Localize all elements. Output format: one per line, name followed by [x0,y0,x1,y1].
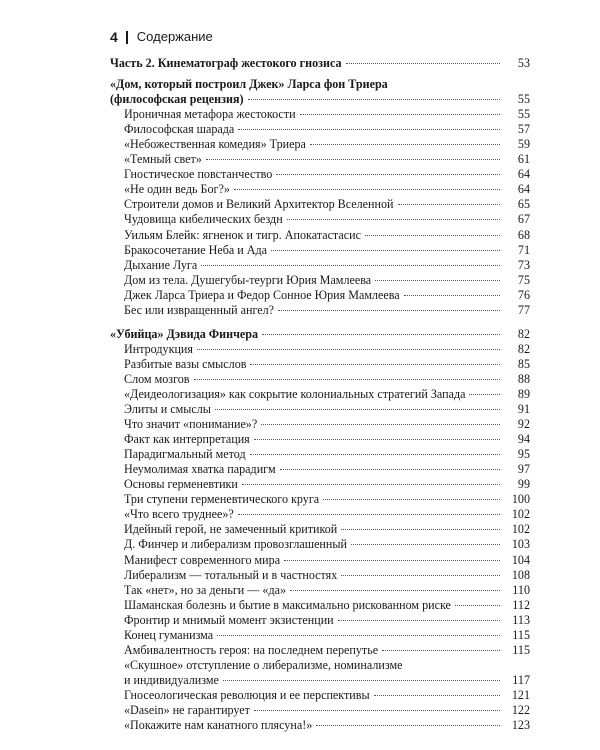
dot-leader [287,219,500,220]
dot-leader [404,295,500,296]
toc-part-title: Часть 2. Кинематограф жестокого гнозиса [110,56,342,70]
toc-entry-page: 102 [511,522,530,537]
dot-leader [455,605,500,606]
toc-entry [110,122,530,137]
toc-entry-page: 108 [511,567,530,582]
toc-entry [110,288,530,303]
dot-leader [197,349,500,350]
toc-entry-page: 95 [517,447,530,462]
dot-leader [215,409,500,410]
dot-leader [238,129,500,130]
toc-entry-page: 75 [517,272,530,287]
toc-entry-title: «Небожественная комедия» Триера [124,137,306,152]
toc-entry [110,477,530,492]
toc-entry-title: Бракосочетание Неба и Ада [124,242,268,257]
toc-entry-title: Неумолимая хватка парадигм [124,462,276,477]
toc-section2-tail-items [110,688,530,733]
toc-entry-page: 55 [517,107,530,122]
dot-leader [280,469,500,470]
toc-entry [110,462,530,477]
toc-entry-page: 117 [512,672,530,687]
dot-leader [250,364,500,365]
dot-leader [323,499,500,500]
toc-entry-title: «Покажите нам канатного плясуна!» [124,718,313,733]
toc-entry-page: 115 [512,642,530,657]
toc-entry-title: «Что всего труднее»? [124,507,234,522]
toc-part-entry [110,56,530,71]
toc-entry-title: Что значит «понимание»? [124,417,258,432]
toc-entry-page: 115 [512,627,530,642]
toc-entry-title: Строители домов и Великий Архитектор Вселенной [124,197,394,212]
dot-leader [217,635,500,636]
toc-entry [110,167,530,182]
toc-entry-page: 99 [517,477,530,492]
dot-leader [351,544,500,545]
toc-entry [110,197,530,212]
dot-leader [276,174,500,175]
toc-entry-title: Уильям Блейк: ягненок и тигр. Апокатастасис [124,227,361,242]
toc-entry-title: Амбивалентность героя: на последнем перепутье [124,642,379,657]
dot-leader [375,280,500,281]
toc-entry-page: 113 [512,612,530,627]
toc-section1-title-line1: «Дом, который построил Джек» Ларса фон Триера [110,77,388,92]
toc-entry-page: 59 [517,137,530,152]
toc-entry [110,628,530,643]
toc-entry [110,243,530,258]
toc-entry-title: Интродукция [124,341,193,356]
dot-leader [316,725,500,726]
toc-entry-page: 100 [511,492,530,507]
toc-entry-title: Философская шарада [124,122,235,137]
toc-entry-page: 77 [517,302,530,317]
toc-entry-page: 110 [512,582,530,597]
dot-leader [262,334,500,335]
toc-entry-continued: «Скушное» отступление о либерализме, номинализме [124,657,403,672]
toc-entry-title: Основы герменевтики [124,477,238,492]
toc-part-page: 53 [517,56,530,70]
toc-entry-title: Разбитые вазы смыслов [124,356,247,371]
toc-section2-title: «Убийца» Дэвида Финчера [110,326,259,341]
header-divider [126,31,128,44]
dot-leader [284,560,500,561]
toc-entry [110,432,530,447]
dot-leader [300,114,500,115]
toc-entry-title: Дом из тела. Душегубы-теурги Юрия Мамлеева [124,272,372,287]
toc-entry-title: Слом мозгов [124,371,190,386]
toc-entry-title: Чудовища кибелических бездн [124,212,283,227]
toc-entry-page: 85 [517,356,530,371]
toc-entry [110,228,530,243]
toc-entry [110,568,530,583]
toc-entry-page: 121 [511,687,530,702]
toc-entry [110,402,530,417]
header-title: Содержание [136,29,213,44]
toc-entry-title: Джек Ларса Триера и Федор Сонное Юрия Мамлеева [124,287,400,302]
toc-entry-title: Дыхание Луга [124,257,198,272]
toc-entry [110,583,530,598]
toc-entry [110,643,530,658]
dot-leader [469,394,500,395]
toc-entry [110,703,530,718]
toc-entry-page: 112 [512,597,530,612]
toc-entry-page: 67 [517,212,530,227]
toc-entry [110,613,530,628]
toc-section-entry [110,327,530,342]
toc-entry-page: 97 [517,462,530,477]
toc-section-entry [110,92,530,107]
toc-entry-title: Элиты и смыслы [124,402,211,417]
dot-leader [194,379,501,380]
toc-entry-title: Идейный герой, не замеченный критикой [124,522,338,537]
dot-leader [310,144,500,145]
toc-entry-title: Фронтир и мнимый момент экзистенции [124,612,334,627]
toc-entry-page: 65 [517,197,530,212]
toc-entry-title: «Деидеологизация» как сокрытие колониальных стратегий Запада [124,386,466,401]
toc-entry-page: 89 [517,386,530,401]
toc-entry-page: 103 [511,537,530,552]
toc-entry-page: 57 [517,122,530,137]
dot-leader [234,189,500,190]
toc-entry-page: 122 [511,702,530,717]
toc-entry-title: Три ступени герменевтического круга [124,492,320,507]
toc-entry-title: Гносеологическая революция и ее перспективы [124,687,370,702]
toc-entry-page: 64 [517,167,530,182]
dot-leader [238,514,500,515]
toc-entry-title: «Темный свет» [124,152,202,167]
toc-entry [110,673,530,688]
toc-entry [110,152,530,167]
toc-entry-page: 91 [517,402,530,417]
dot-leader [271,250,500,251]
dot-leader [254,439,500,440]
toc-entry-title: Конец гуманизма [124,627,214,642]
toc-entry-title: Д. Финчер и либерализм провозглашенный [124,537,347,552]
toc-entry [110,303,530,318]
toc-entry-title: Шаманская болезнь и бытие в максимально рискованном риске [124,597,451,612]
toc-entry [110,537,530,552]
toc-entry-title: «Не один ведь Бог?» [124,182,230,197]
toc-entry [110,507,530,522]
toc-entry-title: Так «нет», но за деньги — «да» [124,582,287,597]
toc-entry-title: Факт как интерпретация [124,432,250,447]
toc-entry-page: 64 [517,182,530,197]
toc-entry [110,212,530,227]
toc-entry [110,372,530,387]
toc-entry-page: 68 [517,227,530,242]
toc-entry-page: 73 [517,257,530,272]
toc-entry [110,718,530,733]
toc-entry-title: «Dasein» не гарантирует [124,702,250,717]
dot-leader [206,159,500,160]
dot-leader [290,590,500,591]
toc-entry-title: Манифест современного мира [124,552,281,567]
toc-entry [110,492,530,507]
toc-entry-page: 71 [517,242,530,257]
dot-leader [398,204,501,205]
page-number: 4 [110,29,118,45]
toc-entry-page: 61 [517,152,530,167]
dot-leader [223,680,500,681]
dot-leader [248,99,500,100]
toc-entry-page: 88 [517,371,530,386]
toc-entry-page: 102 [511,507,530,522]
toc-entry-page: 123 [511,718,530,733]
dot-leader [201,265,500,266]
dot-leader [261,424,500,425]
toc-entry [110,598,530,613]
toc-entry-page: 104 [511,552,530,567]
dot-leader [250,454,500,455]
toc-entry-title: Бес или извращенный ангел? [124,302,275,317]
toc-entry [110,553,530,568]
dot-leader [341,529,500,530]
dot-leader [242,484,500,485]
toc-entry [110,137,530,152]
toc-entry-page: 92 [517,417,530,432]
toc-entry-page: 76 [517,287,530,302]
toc-section2-items [110,342,530,658]
toc-section1-items [110,107,530,318]
toc-entry [110,522,530,537]
toc-entry-title: Гностическое повстанчество [124,167,273,182]
toc-entry-page: 82 [517,341,530,356]
dot-leader [338,620,500,621]
toc-entry [110,357,530,372]
toc-section-entry [110,77,530,92]
toc-entry [110,447,530,462]
toc-entry [110,107,530,122]
toc-entry [110,342,530,357]
running-header [110,29,213,45]
dot-leader [374,695,500,696]
toc-entry-title: Либерализм — тотальный и в частностях [124,567,338,582]
toc-entry [110,273,530,288]
dot-leader [382,650,500,651]
toc-section1-page: 55 [517,92,530,107]
toc-entry [110,182,530,197]
table-of-contents [110,56,530,733]
toc-entry-title: и индивидуализме [124,672,219,687]
toc-entry [110,387,530,402]
toc-entry-title: Парадигмальный метод [124,447,246,462]
dot-leader [341,575,500,576]
dot-leader [254,710,500,711]
toc-entry [110,417,530,432]
toc-entry-title: Ироничная метафора жестокости [124,107,296,122]
toc-section1-title-line2: (философская рецензия) [110,92,244,107]
dot-leader [346,63,500,64]
dot-leader [278,310,500,311]
dot-leader [365,235,500,236]
toc-entry-page: 94 [517,432,530,447]
toc-section2-page: 82 [517,326,530,341]
toc-entry [110,688,530,703]
toc-entry [110,258,530,273]
